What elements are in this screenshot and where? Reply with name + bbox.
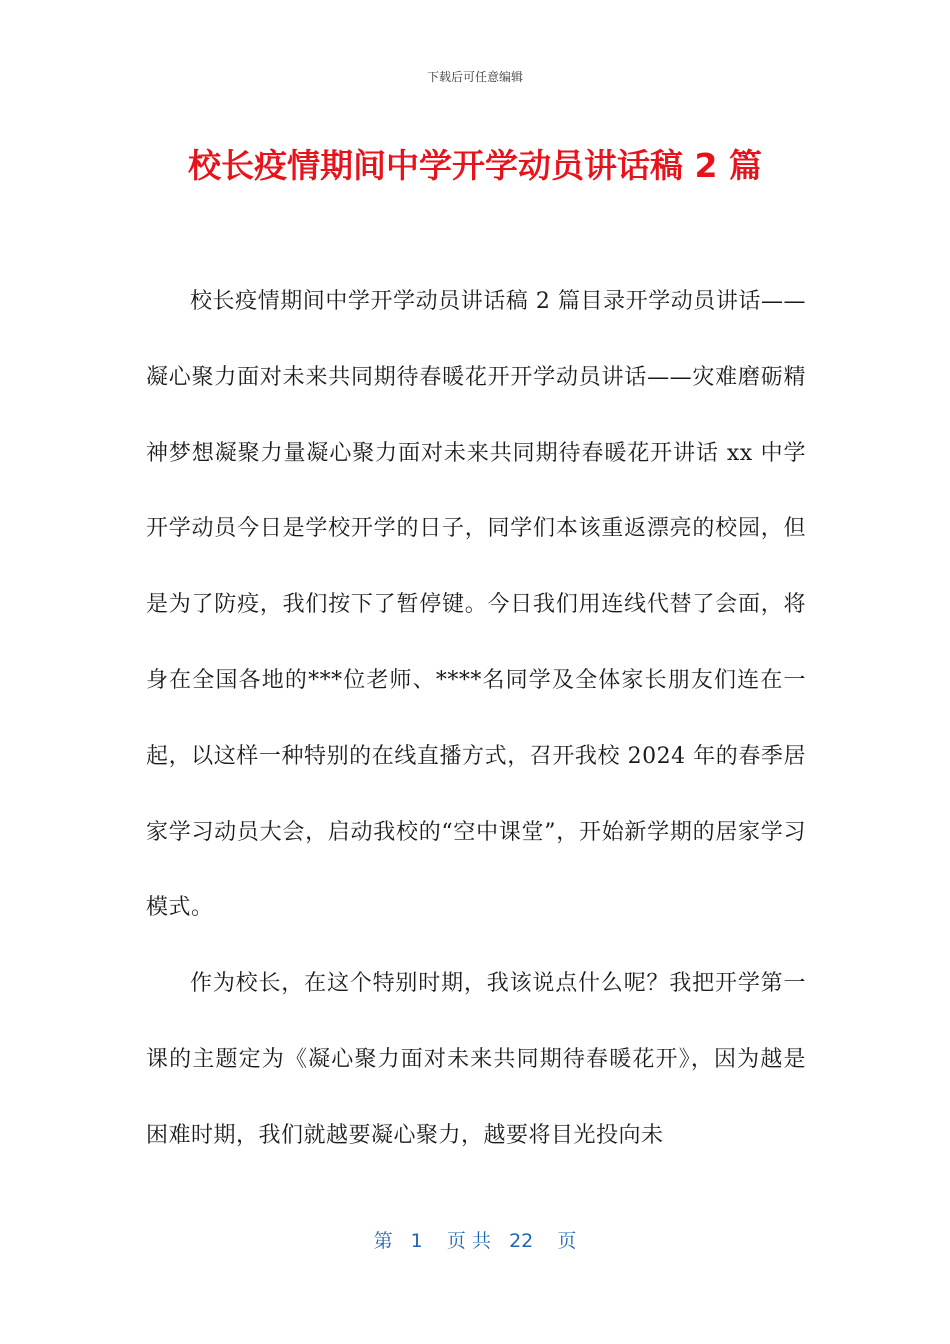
page-footer: 第 1 页 共 22 页 — [373, 1230, 577, 1252]
paragraph: 作为校长，在这个特别时期，我该说点什么呢？我把开学第一课的主题定为《凝心聚力面对未来共同期待春暖花开》，因为越是困难时期，我们就越要凝心聚力，越要将目光投向未 — [146, 971, 806, 1148]
paragraph: 校长疫情期间中学开学动员讲话稿 2 篇目录开学动员讲话——凝心聚力面对未来共同期待春暖花开开学动员讲话——灾难磨砺精神梦想凝聚力量凝心聚力面对未来共同期待春暖花开讲话 xx 中学开学动员今日是学校开学的日子，同学们本该重返漂亮的校园，但是为了防疫，我们按下了暂停键。今日我们用连线代替了会面，将身在全国各地的***位老师、****名同学及全体家长朋友们连在一起，以这样一种特别的在线直播方式，召开我校 2024 年的春季居家学习动员大会，启动我校的“空中课堂”，开始新学期的居家学习模式。 — [146, 289, 806, 921]
document-body — [146, 264, 806, 1174]
document-title: 校长疫情期间中学开学动员讲话稿 2 篇 — [188, 146, 762, 185]
header-note: 下载后可任意编辑 — [426, 70, 523, 84]
